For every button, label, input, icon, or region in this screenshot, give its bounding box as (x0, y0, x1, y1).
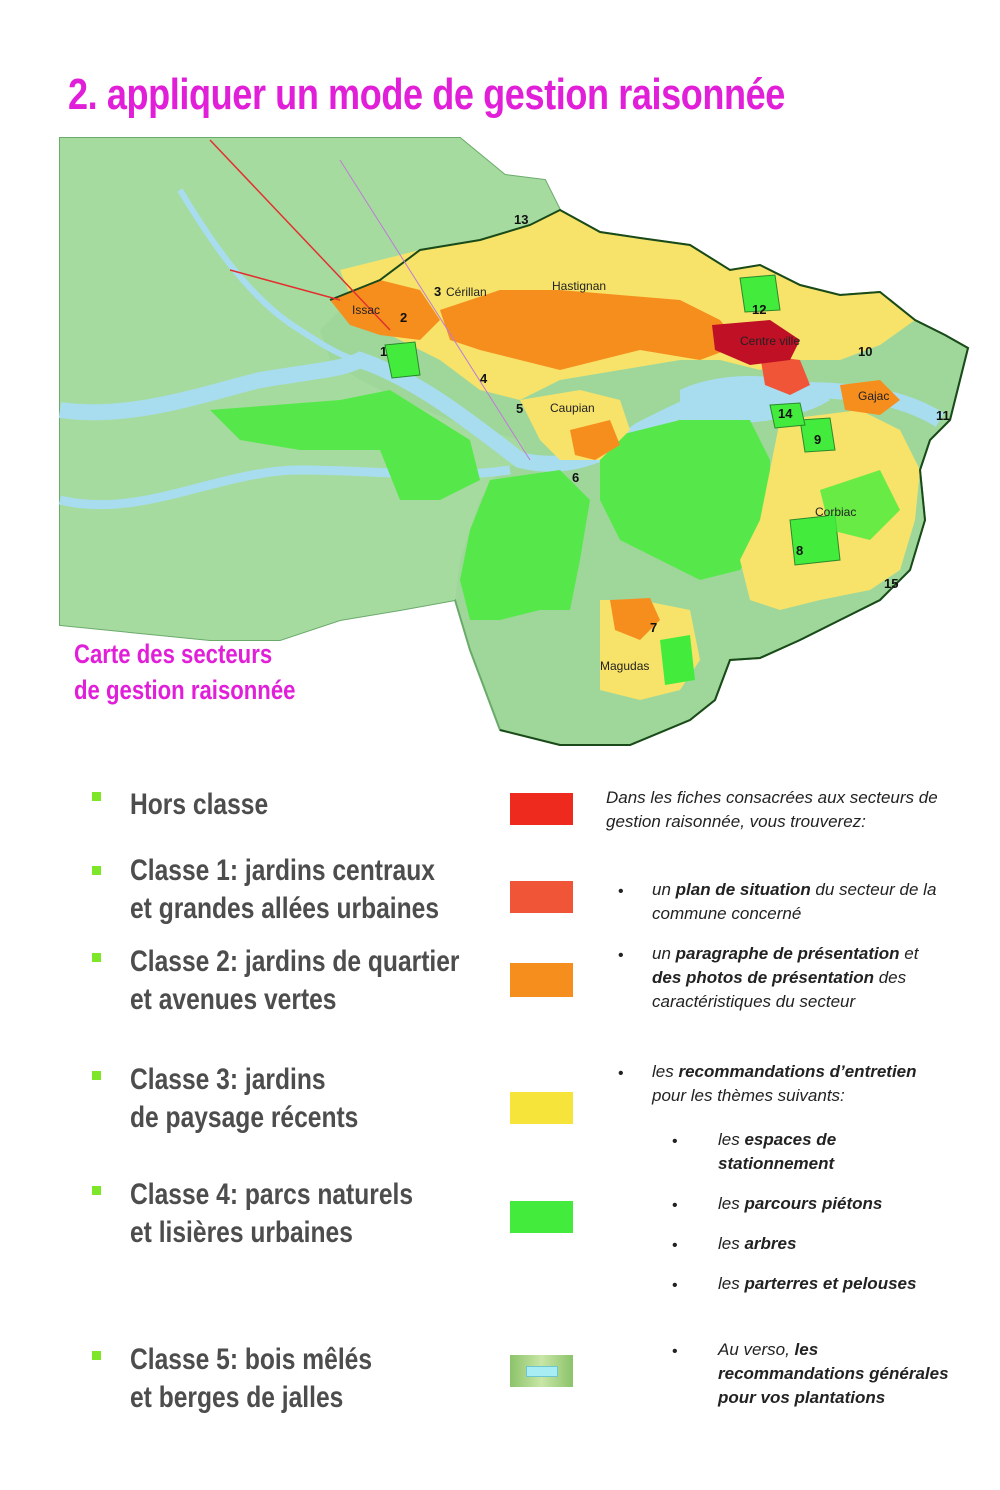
place-centre-ville: Centre ville (740, 334, 801, 348)
sub-bullet: • (672, 1343, 678, 1360)
legend-line1: Classe 1: jardins centraux (130, 854, 435, 887)
swatch-classe1 (510, 881, 573, 913)
legend-bullet (92, 1351, 101, 1360)
sector-number: 5 (516, 401, 524, 416)
legend-label (130, 943, 459, 1019)
info-bullet-presentation: un paragraphe de présentation et des photos de présentation des caractéristiques du secteur (652, 944, 919, 1011)
legend-label (130, 852, 439, 928)
legend-line1: Classe 4: parcs naturels (130, 1178, 414, 1211)
legend-label (130, 1061, 358, 1137)
info-bullet-plan: un plan de situation du secteur de la commune concerné (652, 880, 937, 923)
park-magudas (660, 635, 695, 685)
page-title: 2. appliquer un mode de gestion raisonnée (68, 70, 785, 119)
sector-number: 3 (434, 284, 442, 299)
legend-line2: et lisières urbaines (130, 1216, 353, 1249)
legend-label (130, 1176, 413, 1252)
place-corbiac: Corbiac (815, 505, 857, 519)
map-caption (74, 636, 295, 708)
legend-bullet (92, 1071, 101, 1080)
info-intro: Dans les fiches consacrées aux secteurs de gestion raisonnée, vous trouverez: (606, 788, 938, 831)
sector-number: 10 (858, 344, 873, 359)
sector-number: 7 (650, 620, 658, 635)
info-sub-parterres: les parterres et pelouses (718, 1274, 917, 1293)
legend-bullet (92, 1186, 101, 1195)
legend-line2: et berges de jalles (130, 1381, 344, 1414)
place-hastignan: Hastignan (552, 279, 607, 293)
swatch-classe2 (510, 963, 573, 997)
place-magudas: Magudas (600, 659, 650, 673)
legend-bullet (92, 953, 101, 962)
bullet: • (618, 1065, 624, 1082)
place-issac: Issac (352, 303, 381, 317)
legend-bullet (92, 792, 101, 801)
info-bullet-recommandations: les recommandations d’entretien pour les thèmes suivants: (652, 1062, 917, 1105)
legend-line2: et grandes allées urbaines (130, 892, 440, 925)
place-cerillan: Cérillan (446, 285, 487, 299)
legend-line1: Classe 3: jardins (130, 1063, 326, 1096)
legend-line2: et avenues vertes (130, 983, 337, 1016)
swatch-classe3 (510, 1092, 573, 1124)
sector-number: 4 (480, 371, 488, 386)
swatch-water-mark (526, 1366, 558, 1377)
legend-line1: Hors classe (130, 788, 269, 821)
legend-line2: de paysage récents (130, 1101, 359, 1134)
sector-number: 1 (380, 344, 388, 359)
sector-number: 13 (514, 212, 529, 227)
sector-number: 14 (778, 406, 793, 421)
swatch-classe4 (510, 1201, 573, 1233)
place-gajac: Gajac (858, 389, 890, 403)
bullet: • (618, 883, 624, 900)
legend-line1: Classe 5: bois mêlés (130, 1343, 373, 1376)
legend-label (130, 786, 268, 824)
sector-number: 12 (752, 302, 767, 317)
sub-bullet: • (672, 1197, 678, 1214)
sector-number: 9 (814, 432, 822, 447)
info-sub-parcours: les parcours piétons (718, 1194, 883, 1213)
sector-number: 8 (796, 543, 804, 558)
sub-bullet: • (672, 1277, 678, 1294)
map-caption-line2: de gestion raisonnée (74, 675, 296, 705)
legend-bullet (92, 866, 101, 875)
sector-number: 2 (400, 310, 408, 325)
swatch-classe5 (510, 1355, 573, 1387)
info-sub-arbres: les arbres (718, 1234, 797, 1253)
sector-number: 11 (936, 408, 950, 423)
info-sub-verso: Au verso, les recommandations générales pour vos plantations (718, 1340, 949, 1407)
sub-bullet: • (672, 1237, 678, 1254)
legend-line1: Classe 2: jardins de quartier (130, 945, 460, 978)
map-caption-line1: Carte des secteurs (74, 639, 273, 669)
sub-bullet: • (672, 1133, 678, 1150)
sector-number: 15 (884, 576, 899, 591)
sector-number: 6 (572, 470, 580, 485)
bullet: • (618, 947, 624, 964)
legend-label (130, 1341, 372, 1417)
place-caupian: Caupian (550, 401, 595, 415)
info-sub-stationnement: les espaces de stationnement (718, 1130, 837, 1173)
swatch-hors-classe (510, 793, 573, 825)
